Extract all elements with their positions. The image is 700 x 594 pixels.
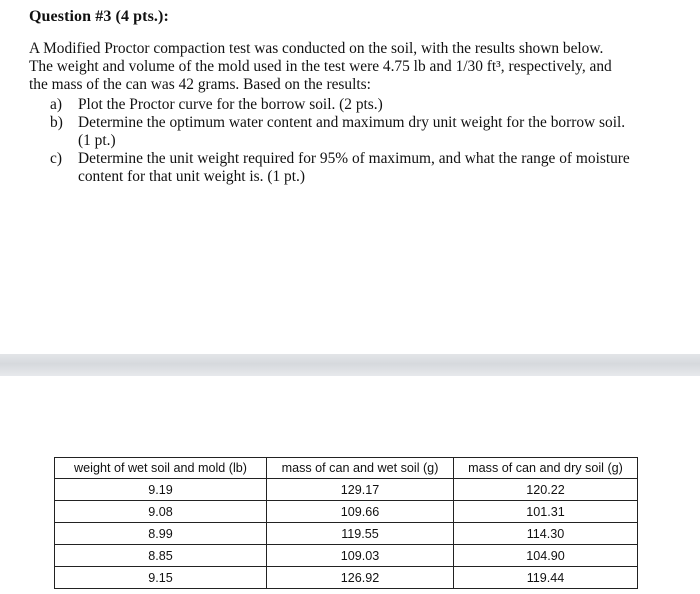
table-cell: 119.44 [454,567,638,589]
page-separator [0,354,700,376]
part-marker: a) [50,96,62,113]
part-marker: b) [50,114,63,131]
part-text-line: content for that unit weight is. (1 pt.) [78,168,305,185]
table-cell: 129.17 [267,479,454,501]
question-part-b [50,114,680,150]
paragraph-line: The weight and volume of the mold used in the test were 4.75 lb and 1/30 ft³, respectively, and [29,58,612,75]
table-cell: 9.08 [55,501,267,523]
compaction-results-table [54,457,638,589]
table-cell: 109.03 [267,545,454,567]
table-cell: 126.92 [267,567,454,589]
table-row [55,501,638,523]
table-cell: 9.19 [55,479,267,501]
table-row [55,523,638,545]
table-row [55,479,638,501]
table-cell: 8.99 [55,523,267,545]
table-row [55,545,638,567]
column-header: mass of can and dry soil (g) [454,458,638,479]
column-header: mass of can and wet soil (g) [267,458,454,479]
table-cell: 120.22 [454,479,638,501]
part-text-line: Plot the Proctor curve for the borrow soil. (2 pts.) [78,96,383,113]
part-text-line: Determine the unit weight required for 95% of maximum, and what the range of moisture [78,150,630,167]
part-text-line: Determine the optimum water content and maximum dry unit weight for the borrow soil. [78,114,626,131]
table-cell: 8.85 [55,545,267,567]
question-heading: Question #3 (4 pts.): [29,8,169,25]
part-text-line: (1 pt.) [78,132,116,149]
table-cell: 119.55 [267,523,454,545]
question-part-a [50,96,680,114]
table-row [55,567,638,589]
table-cell: 101.31 [454,501,638,523]
part-marker: c) [50,150,62,167]
table-header-row [55,458,638,479]
paragraph-line: the mass of the can was 42 grams. Based on the results: [29,76,371,93]
question-part-c [50,150,680,186]
table-cell: 104.90 [454,545,638,567]
table-cell: 109.66 [267,501,454,523]
question-parts-list [50,96,680,186]
table-cell: 9.15 [55,567,267,589]
question-paragraph [29,40,679,94]
column-header: weight of wet soil and mold (lb) [55,458,267,479]
paragraph-line: A Modified Proctor compaction test was conducted on the soil, with the results shown below. [29,40,604,57]
table-cell: 114.30 [454,523,638,545]
